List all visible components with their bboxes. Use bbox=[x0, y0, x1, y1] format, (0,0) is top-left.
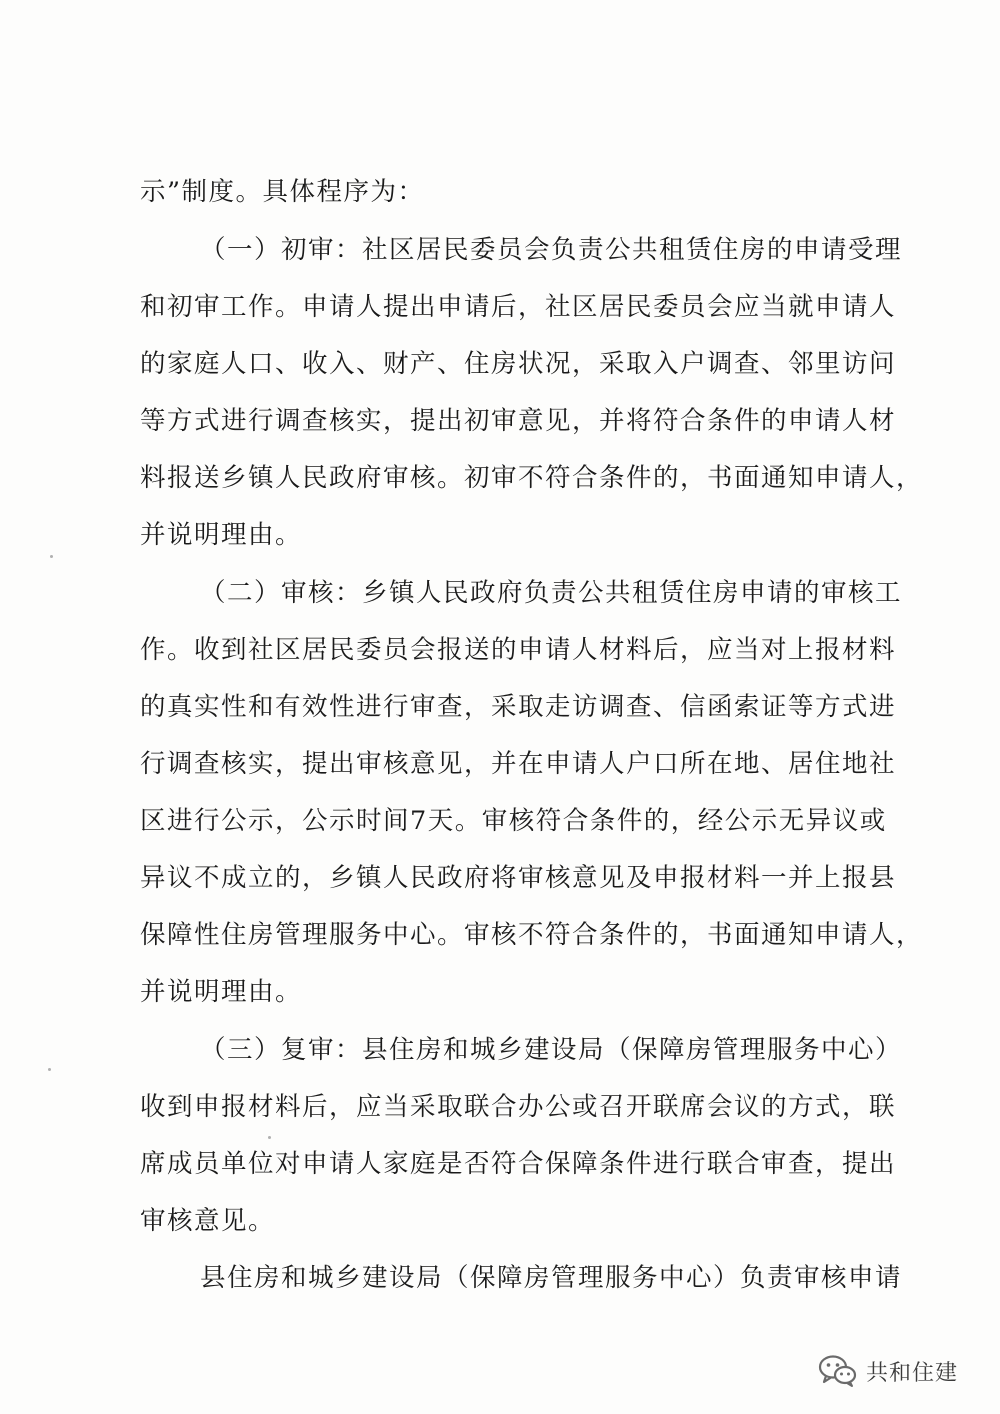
text-line: 料报送乡镇人民政府审核。初审不符合条件的，书面通知申请人， bbox=[140, 463, 924, 493]
text-line: 等方式进行调查核实，提出初审意见，并将符合条件的申请人材 bbox=[140, 406, 897, 436]
text-line: 行调查核实，提出审核意见，并在申请人户口所在地、居住地社 bbox=[140, 749, 897, 779]
text-line: 并说明理由。 bbox=[140, 977, 303, 1007]
text-line: 的家庭人口、收入、财产、住房状况，采取入户调查、邻里访问 bbox=[140, 349, 897, 379]
paragraph-start-line: （三）复审：县住房和城乡建设局（保障房管理服务中心） bbox=[200, 1035, 903, 1065]
text-line: 收到申报材料后，应当采取联合办公或召开联席会议的方式，联 bbox=[140, 1092, 897, 1122]
text-line: 作。收到社区居民委员会报送的申请人材料后，应当对上报材料 bbox=[140, 635, 897, 665]
scan-speck bbox=[48, 1068, 51, 1071]
paragraph-start-line: 县住房和城乡建设局（保障房管理服务中心）负责审核申请 bbox=[200, 1263, 903, 1293]
text-line: 并说明理由。 bbox=[140, 520, 303, 550]
watermark bbox=[818, 1353, 958, 1389]
text-line: 示”制度。具体程序为： bbox=[140, 177, 425, 207]
text-line: 席成员单位对申请人家庭是否符合保障条件进行联合审查，提出 bbox=[140, 1149, 897, 1179]
scan-speck bbox=[50, 555, 53, 558]
paragraph-start-line: （二）审核：乡镇人民政府负责公共租赁住房申请的审核工 bbox=[200, 578, 903, 608]
text-line: 的真实性和有效性进行审查，采取走访调查、信函索证等方式进 bbox=[140, 692, 897, 722]
wechat-icon bbox=[818, 1354, 858, 1388]
scan-speck bbox=[268, 1136, 271, 1139]
text-line: 区进行公示，公示时间7天。审核符合条件的，经公示无异议或 bbox=[140, 806, 887, 836]
text-line: 和初审工作。申请人提出申请后，社区居民委员会应当就申请人 bbox=[140, 292, 897, 322]
paragraph-start-line: （一）初审：社区居民委员会负责公共租赁住房的申请受理 bbox=[200, 235, 903, 265]
text-line: 审核意见。 bbox=[140, 1206, 276, 1236]
watermark-text: 共和住建 bbox=[866, 1360, 959, 1386]
text-line: 异议不成立的，乡镇人民政府将审核意见及申报材料一并上报县 bbox=[140, 863, 897, 893]
text-line: 保障性住房管理服务中心。审核不符合条件的，书面通知申请人， bbox=[140, 920, 924, 950]
